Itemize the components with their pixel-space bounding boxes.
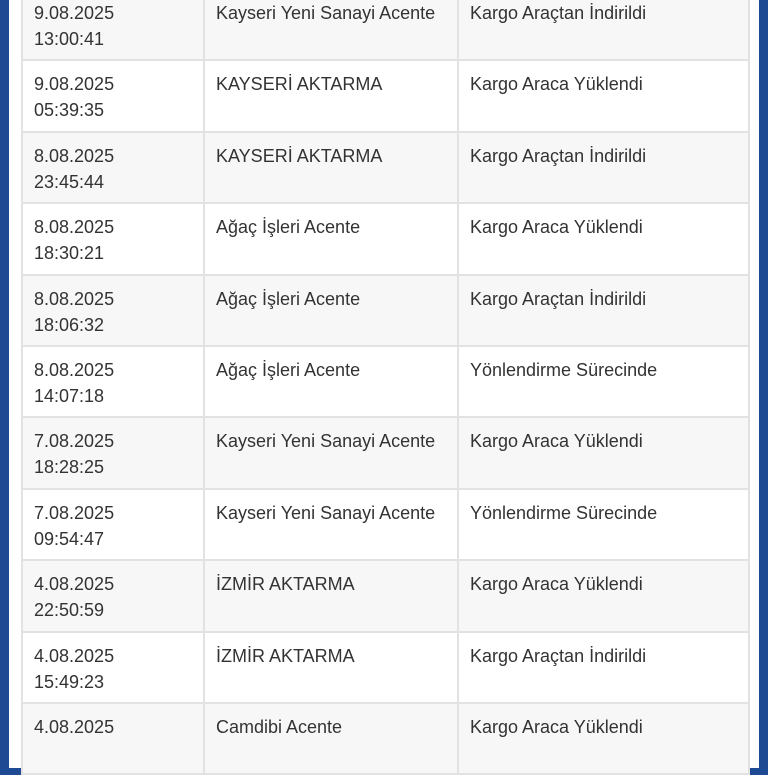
date: 4.08.2025 — [34, 645, 115, 666]
datetime-cell — [22, 275, 204, 346]
location: KAYSERİ AKTARMA — [216, 74, 383, 95]
status: Yönlendirme Sürecinde — [470, 359, 658, 380]
table-row — [22, 560, 749, 631]
location: KAYSERİ AKTARMA — [216, 145, 383, 166]
status-cell — [458, 632, 749, 703]
location-cell — [204, 560, 458, 631]
datetime-cell — [22, 632, 204, 703]
date: 8.08.2025 — [34, 288, 115, 309]
status-cell — [458, 132, 749, 203]
shipment-history-table — [21, 0, 750, 775]
location-cell — [204, 203, 458, 274]
location: Kayseri Yeni Sanayi Acente — [216, 3, 436, 23]
location-cell — [204, 132, 458, 203]
status-cell — [458, 346, 749, 417]
status-cell — [458, 275, 749, 346]
location-cell — [204, 703, 458, 774]
tracking-panel — [9, 0, 759, 768]
time: 14:07:18 — [34, 385, 105, 406]
location: Ağaç İşleri Acente — [216, 217, 361, 238]
date: 7.08.2025 — [34, 502, 115, 523]
table-row — [22, 60, 749, 131]
location-cell — [204, 275, 458, 346]
table-row — [22, 132, 749, 203]
table-row — [22, 489, 749, 560]
location-cell — [204, 346, 458, 417]
datetime-cell — [22, 346, 204, 417]
date: 8.08.2025 — [34, 145, 115, 166]
status-cell — [458, 489, 749, 560]
table-row — [22, 703, 749, 774]
location-cell — [204, 417, 458, 488]
location: Kayseri Yeni Sanayi Acente — [216, 502, 436, 523]
time: 15:49:23 — [34, 671, 105, 692]
time: 18:06:32 — [34, 314, 105, 335]
date: 8.08.2025 — [34, 217, 115, 238]
time: 23:45:44 — [34, 171, 105, 192]
status-cell — [458, 0, 749, 60]
table-row — [22, 203, 749, 274]
status-cell — [458, 60, 749, 131]
location-cell — [204, 0, 458, 60]
status: Kargo Araca Yüklendi — [470, 431, 643, 452]
time: 22:50:59 — [34, 600, 105, 621]
status: Kargo Araçtan İndirildi — [470, 288, 647, 309]
datetime-cell — [22, 132, 204, 203]
datetime-cell — [22, 60, 204, 131]
status: Kargo Araca Yüklendi — [470, 217, 643, 238]
status: Kargo Araçtan İndirildi — [470, 3, 647, 23]
date: 9.08.2025 — [34, 3, 115, 23]
status-cell — [458, 560, 749, 631]
status: Kargo Araçtan İndirildi — [470, 145, 647, 166]
table-row — [22, 275, 749, 346]
location: Ağaç İşleri Acente — [216, 359, 361, 380]
table-row — [22, 0, 749, 60]
table-row — [22, 632, 749, 703]
status: Kargo Araca Yüklendi — [470, 74, 643, 95]
location-cell — [204, 489, 458, 560]
datetime-cell — [22, 703, 204, 774]
date: 4.08.2025 — [34, 574, 115, 595]
date: 8.08.2025 — [34, 359, 115, 380]
location: İZMİR AKTARMA — [216, 645, 355, 666]
status-cell — [458, 203, 749, 274]
time: 05:39:35 — [34, 100, 105, 121]
status: Kargo Araca Yüklendi — [470, 716, 643, 737]
date: 4.08.2025 — [34, 716, 115, 737]
location: Camdibi Acente — [216, 716, 343, 737]
datetime-cell — [22, 0, 204, 60]
time: 13:00:41 — [34, 29, 105, 49]
table-row — [22, 346, 749, 417]
status-cell — [458, 703, 749, 774]
table-row — [22, 417, 749, 488]
location: Kayseri Yeni Sanayi Acente — [216, 431, 436, 452]
status-cell — [458, 417, 749, 488]
location-cell — [204, 632, 458, 703]
date: 9.08.2025 — [34, 74, 115, 95]
status: Yönlendirme Sürecinde — [470, 502, 658, 523]
location: İZMİR AKTARMA — [216, 574, 355, 595]
datetime-cell — [22, 489, 204, 560]
datetime-cell — [22, 203, 204, 274]
date: 7.08.2025 — [34, 431, 115, 452]
time: 09:54:47 — [34, 528, 105, 549]
status: Kargo Araca Yüklendi — [470, 574, 643, 595]
time: 18:30:21 — [34, 243, 105, 264]
datetime-cell — [22, 417, 204, 488]
datetime-cell — [22, 560, 204, 631]
location: Ağaç İşleri Acente — [216, 288, 361, 309]
time: 18:28:25 — [34, 457, 105, 478]
location-cell — [204, 60, 458, 131]
status: Kargo Araçtan İndirildi — [470, 645, 647, 666]
